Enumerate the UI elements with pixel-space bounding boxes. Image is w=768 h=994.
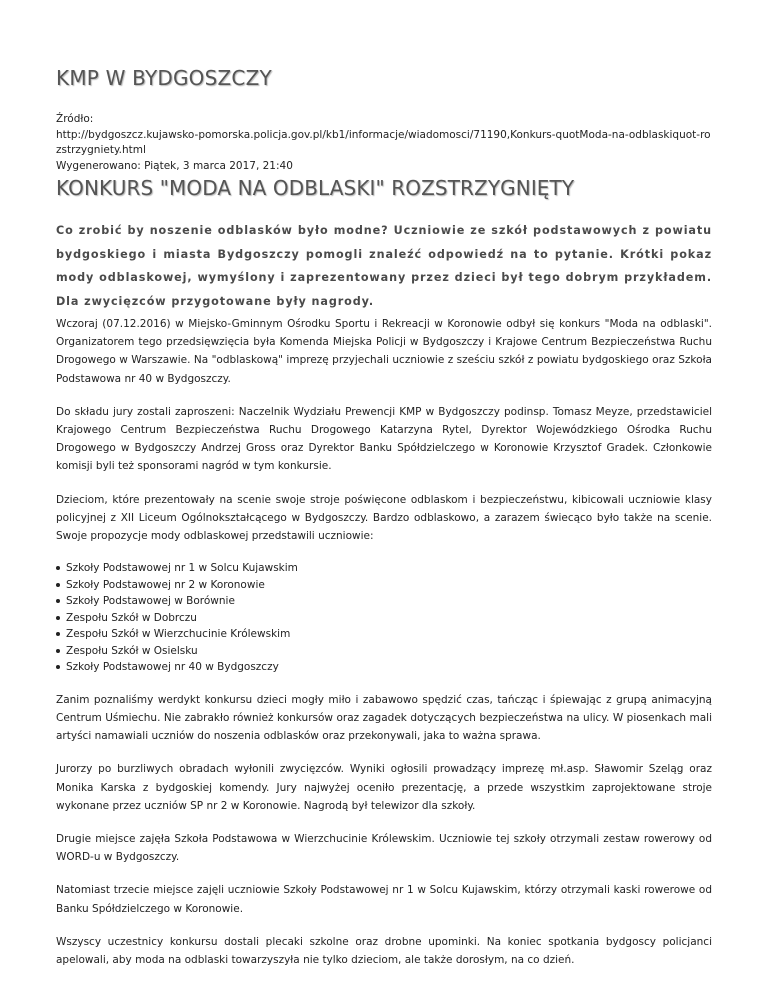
list-item	[56, 610, 712, 627]
bullet-icon	[56, 583, 60, 587]
list-item-text: Zespołu Szkół w Osielsku	[66, 644, 198, 657]
bullet-icon	[56, 566, 60, 570]
paragraph: Drugie miejsce zajęła Szkoła Podstawowa w Wierzchucinie Królewskim. Uczniowie tej szkoły otrzymali zestaw rowerowy od WORD-u w Bydgoszczy.	[56, 832, 712, 864]
list-item	[56, 659, 712, 676]
bullet-icon	[56, 632, 60, 636]
article-title: KONKURS "MODA NA ODBLASKI" ROZSTRZYGNIĘTY	[56, 176, 575, 200]
list-item-text: Szkoły Podstawowej nr 2 w Koronowie	[66, 578, 265, 591]
site-title: KMP W BYDGOSZCZY	[56, 66, 272, 90]
paragraph: Natomiast trzecie miejsce zajęli uczniowie Szkoły Podstawowej nr 1 w Solcu Kujawskim, którzy otrzymali kaski rowerowe od Banku Spółdzielczego w Koronowie.	[56, 884, 712, 915]
source-label: Źródło:	[56, 113, 94, 125]
generated-date: Wygenerowano: Piątek, 3 marca 2017, 21:40	[56, 159, 293, 172]
list-item	[56, 643, 712, 660]
bullet-icon	[56, 665, 60, 669]
list-item-text: Szkoły Podstawowej nr 1 w Solcu Kujawskim	[66, 562, 298, 575]
list-item	[56, 560, 712, 577]
source-block	[56, 112, 716, 174]
list-item-text: Zespołu Szkół w Dobrczu	[66, 611, 197, 624]
paragraph: Do składu jury zostali zaproszeni: Naczelnik Wydziału Prewencji KMP w Bydgoszczy podinsp. Tomasz Meyze, przedstawiciel Krajowego Centrum Bezpieczeństwa Ruchu Drogowego Katarzyna Rytel, Dyrektor Wojewódzkiego Ośrodka Ruchu Drogowego w Bydgoszczy Andrzej Gross oraz Dyrektor Banku Spółdzielczego w Koronowie Krzysztof Gradek. Członkowie komisji byli też sponsorami nagród w tym konkursie.	[56, 405, 712, 473]
list-item-text: Szkoły Podstawowej w Borównie	[66, 595, 235, 608]
bullet-icon	[56, 599, 60, 603]
paragraph: Dzieciom, które prezentowały na scenie swoje stroje poświęcone odblaskom i bezpieczeństwu, kibicowali uczniowie klasy policyjnej z XII Liceum Ogólnokształcącego w Bydgoszczy. Bardzo odblaskowo, a zarazem świecąco było także na scenie. Swoje propozycje mody odblaskowej przedstawili uczniowie:	[56, 493, 712, 543]
list-item-text: Zespołu Szkół w Wierzchucinie Królewskim	[66, 628, 291, 641]
bullet-icon	[56, 616, 60, 620]
paragraph: Wszyscy uczestnicy konkursu dostali plecaki szkolne oraz drobne upominki. Na koniec spotkania bydgoscy policjanci apelowali, aby moda na odblaski towarzyszyła nie tylko dzieciom, ale także dorosłym, na co dzień.	[56, 935, 712, 966]
bullet-icon	[56, 649, 60, 653]
list-item	[56, 626, 712, 643]
list-item	[56, 593, 712, 610]
list-item	[56, 577, 712, 594]
schools-list	[56, 560, 712, 676]
article-lead: Co zrobić by noszenie odblasków było modne? Uczniowie ze szkół podstawowych z powiatu bydgoskiego i miasta Bydgoszczy pomogli znaleźć odpowiedź na to pytanie. Krótki pokaz mody odblaskowej, wymyślony i zaprezentowany przez dzieci był tego dobrym przykładem. Dla zwycięzców przygotowane były nagrody.	[56, 224, 712, 308]
paragraph: Jurorzy po burzliwych obradach wyłonili zwycięzców. Wyniki ogłosili prowadzący imprezę mł.asp. Sławomir Szeląg oraz Monika Karska z bydgoskiej komendy. Jury najwyżej oceniło prezentację, a przede wszystkim zaprojektowane stroje wykonane przez uczniów SP nr 2 w Koronowie. Nagrodą był telewizor dla szkoły.	[56, 763, 712, 812]
paragraph: Wczoraj (07.12.2016) w Miejsko-Gminnym Ośrodku Sportu i Rekreacji w Koronowie odbył się konkurs "Moda na odblaski". Organizatorem tego przedsięwzięcia była Komenda Miejska Policji w Bydgoszczy i Krajowe Centrum Bezpieczeństwa Ruchu Drogowego w Warszawie. Na "odblaskową" imprezę przyjechali uczniowie z sześciu szkół z powiatu bydgoskiego oraz Szkoła Podstawowa nr 40 w Bydgoszczy.	[56, 318, 712, 385]
source-url[interactable]: http://bydgoszcz.kujawsko-pomorska.policja.gov.pl/kb1/informacje/wiadomosci/71190,Konkurs-quotModa-na-odblaskiquot-rozstrzygniety.html	[56, 128, 711, 156]
article-body	[56, 315, 712, 984]
paragraph: Zanim poznaliśmy werdykt konkursu dzieci mogły miło i zabawowo spędzić czas, tańcząc i śpiewając z grupą animacyjną Centrum Uśmiechu. Nie zabrakło również konkursów oraz zagadek dotyczących bezpieczeństwa na ulicy. W piosenkach mali artyści namawiali uczniów do noszenia odblasków oraz przekonywali, jaka to ważna sprawa.	[56, 693, 712, 743]
list-item-text: Szkoły Podstawowej nr 40 w Bydgoszczy	[66, 661, 279, 674]
